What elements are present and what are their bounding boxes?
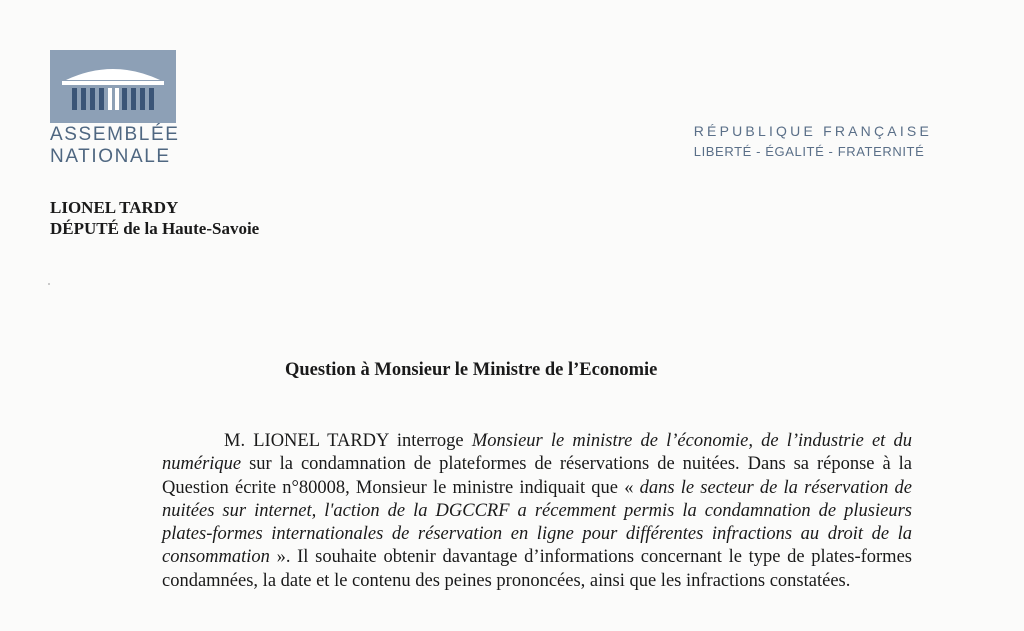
republic-motto: LIBERTÉ - ÉGALITÉ - FRATERNITÉ	[693, 144, 925, 159]
author-role-title: DÉPUTÉ	[50, 219, 119, 238]
body-segment-5: ». Il souhaite obtenir davantage d’informations concernant le type de plates-formes condamnées, la date et le contenu des peines prononcées, ainsi que les infractions constatées.	[162, 547, 912, 591]
body-quote: dans le secteur de la réservation de nuitées sur internet, l'action de la DGCCRF a récemment permis la condamnation de plusieurs plates-formes internationales de réservation en ligne pour différentes infractions au droit de la consommation	[162, 477, 913, 568]
author-block	[50, 197, 259, 239]
document-title: Question à Monsieur le Ministre de l’Economie	[285, 360, 658, 380]
body-segment-3: sur la condamnation de plateformes de réservations de nuitées. Dans sa réponse à la Question écrite n°80008, Monsieur le ministre indiquait que «	[162, 454, 912, 498]
building-icon	[50, 50, 176, 123]
logo-line-2: NATIONALE	[50, 146, 171, 167]
logo-line-1: ASSEMBLÉE	[50, 124, 180, 145]
body-segment-2: Monsieur le ministre de l’économie, de l’industrie et du numérique	[162, 431, 912, 475]
republic-title: RÉPUBLIQUE FRANÇAISE	[693, 123, 932, 139]
author-name: LIONEL TARDY	[50, 198, 179, 217]
body-segment-1: M. LIONEL TARDY interroge	[224, 431, 472, 451]
republic-header	[694, 121, 932, 163]
question-body	[162, 430, 912, 593]
author-role	[50, 218, 259, 239]
scan-speck	[48, 283, 50, 285]
author-role-region: de la Haute-Savoie	[118, 219, 260, 238]
question-paragraph	[162, 430, 912, 593]
assemblee-nationale-logo	[50, 50, 180, 167]
